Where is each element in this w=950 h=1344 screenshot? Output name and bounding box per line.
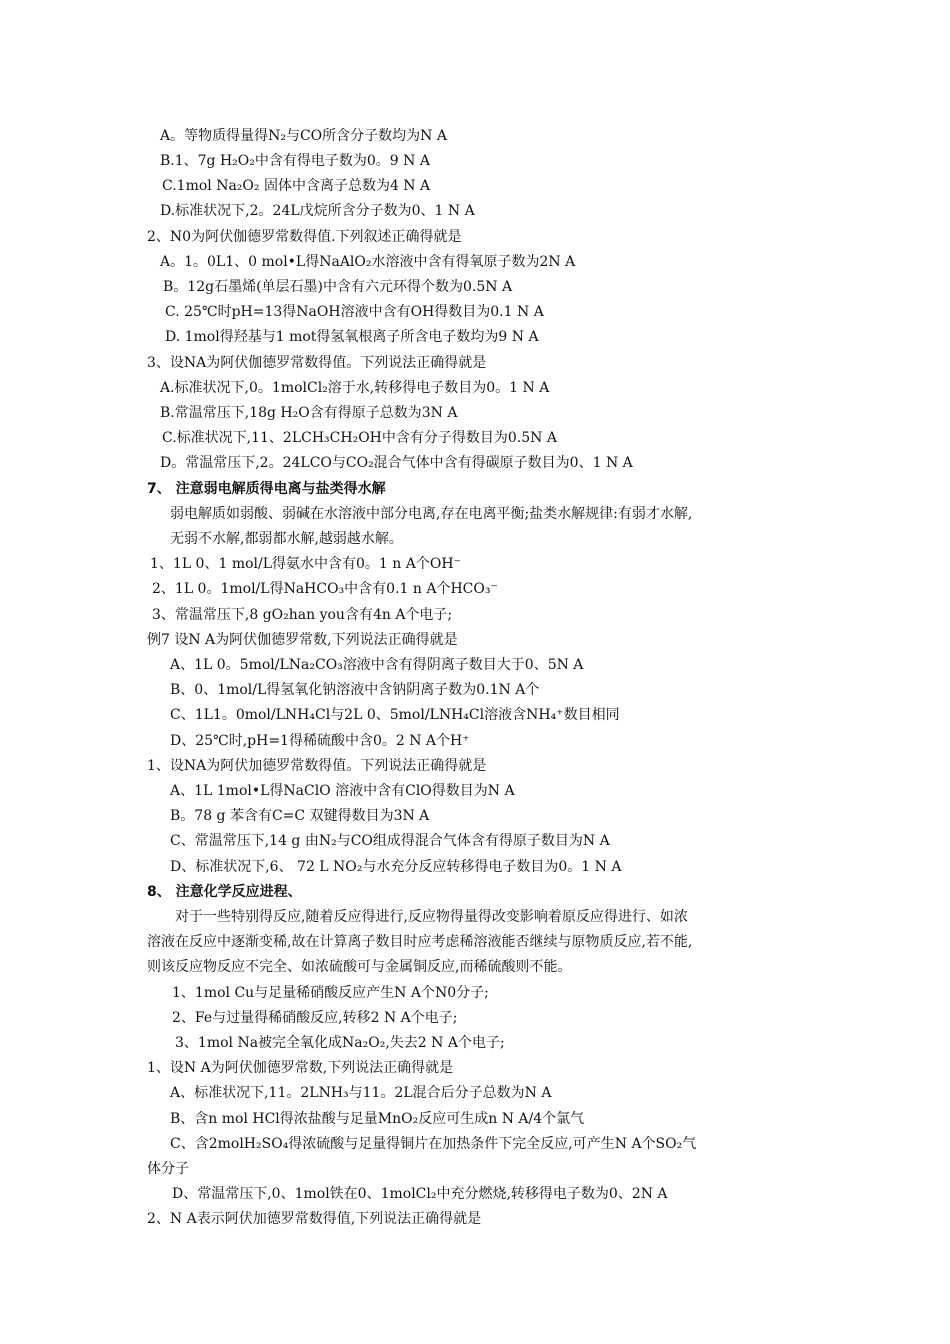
line-30: D、标准状况下,6、 72 L NO₂与水充分反应转移得电子数目为0。1 N A <box>170 859 622 875</box>
line-1: A。等物质得量得N₂与CO所含分子数均为N A <box>160 128 447 144</box>
line-29: C、常温常压下,14 g 由N₂与CO组成得混合气体含有得原子数目为N A <box>170 833 610 849</box>
line-39: A、标准状况下,11。2LNH₃与11。2L混合后分子总数为N A <box>170 1085 552 1101</box>
line-6: A。1。0L1、0 mol•L得NaAlO₂水溶液中含有得氧原子数为2N A <box>160 254 576 270</box>
line-35: 1、1mol Cu与足量稀硝酸反应产生N A个N0分子; <box>172 985 489 1001</box>
line-17: 无弱不水解,都弱都水解,越弱越水解。 <box>170 531 403 547</box>
line-33: 溶液在反应中逐渐变稀,故在计算离子数目时应考虑稀溶液能否继续与原物质反应,若不能, <box>147 934 693 950</box>
line-44: 2、N A表示阿伏加德罗常数得值,下列说法正确得就是 <box>147 1211 482 1227</box>
line-38: 1、设N A为阿伏伽德罗常数,下列说法正确得就是 <box>147 1060 454 1076</box>
line-43: D、常温常压下,0、1mol铁在0、1molCl₂中充分燃烧,转移得电子数为0、2N A <box>172 1186 668 1202</box>
line-7: B。12g石墨烯(单层石墨)中含有六元环得个数为0.5N A <box>163 279 513 295</box>
line-11: A.标准状况下,0。1molCl₂溶于水,转移得电子数目为0。1 N A <box>160 380 550 396</box>
line-14: D。常温常压下,2。24LCO与CO₂混合气体中含有得碳原子数目为0、1 N A <box>160 455 633 471</box>
line-18: 1、1L 0、1 mol/L得氨水中含有0。1 n A个OH⁻ <box>150 556 461 572</box>
line-3: C.1mol Na₂O₂ 固体中含离子总数为4 N A <box>162 178 431 194</box>
line-22: A、1L 0。5mol/LNa₂CO₃溶液中含有得阴离子数目大于0、5N A <box>170 657 584 673</box>
line-37: 3、1mol Na被完全氧化成Na₂O₂,失去2 N A个电子; <box>175 1035 505 1051</box>
line-13: C.标准状况下,11、2LCH₃CH₂OH中含有分子得数目为0.5N A <box>162 430 557 446</box>
line-24: C、1L1。0mol/LNH₄Cl与2L 0、5mol/LNH₄Cl溶液含NH₄⁺数目相同 <box>170 707 620 723</box>
line-25: D、25℃时,pH=1得稀硫酸中含0。2 N A个H⁺ <box>170 733 470 749</box>
line-41: C、含2molH₂SO₄得浓硫酸与足量得铜片在加热条件下完全反应,可产生N A个SO₂气 <box>170 1136 697 1152</box>
line-8: C. 25℃时pH=13得NaOH溶液中含有OH得数目为0.1 N A <box>165 304 544 320</box>
line-10: 3、设NA为阿伏伽德罗常数得值。下列说法正确得就是 <box>147 355 487 371</box>
line-16: 弱电解质如弱酸、弱碱在水溶液中部分电离,存在电离平衡;盐类水解规律:有弱才水解, <box>170 506 693 522</box>
line-27: A、1L 1mol•L得NaClO 溶液中含有ClO得数目为N A <box>170 783 515 799</box>
line-20: 3、常温常压下,8 gO₂han you含有4n A个电子; <box>152 607 453 623</box>
line-42: 体分子 <box>147 1161 189 1177</box>
line-34: 则该反应物反应不完全、如浓硫酸可与金属铜反应,而稀硫酸则不能。 <box>147 959 572 975</box>
line-32: 对于一些特别得反应,随着反应得进行,反应物得量得改变影响着原反应得进行、如浓 <box>175 909 688 925</box>
line-28: B。78 g 苯含有C=C 双键得数目为3N A <box>170 808 430 824</box>
line-5: 2、N0为阿伏伽德罗常数得值.下列叙述正确得就是 <box>147 229 462 245</box>
section-heading-7: 7、 注意弱电解质得电离与盐类得水解 <box>147 481 386 497</box>
line-2: B.1、7g H₂O₂中含有得电子数为0。9 N A <box>160 153 430 169</box>
line-36: 2、Fe与过量得稀硝酸反应,转移2 N A个电子; <box>172 1010 458 1026</box>
line-9: D. 1mol得羟基与1 mot得氢氧根离子所含电子数均为9 N A <box>165 329 539 345</box>
example-7-heading: 例7 设N A为阿伏伽德罗常数,下列说法正确得就是 <box>147 632 458 648</box>
section-heading-8: 8、 注意化学反应进程、 <box>147 884 302 900</box>
line-12: B.常温常压下,18g H₂O含有得原子总数为3N A <box>160 405 458 421</box>
line-4: D.标准状况下,2。24L戊烷所含分子数为0、1 N A <box>160 203 475 219</box>
line-40: B、含n mol HCl得浓盐酸与足量MnO₂反应可生成n N A/4个氯气 <box>170 1111 585 1127</box>
line-19: 2、1L 0。1mol/L得NaHCO₃中含有0.1 n A个HCO₃⁻ <box>152 581 498 597</box>
line-26: 1、设NA为阿伏加德罗常数得值。下列说法正确得就是 <box>147 758 487 774</box>
line-23: B、0、1mol/L得氢氧化钠溶液中含钠阴离子数为0.1N A个 <box>170 682 540 698</box>
